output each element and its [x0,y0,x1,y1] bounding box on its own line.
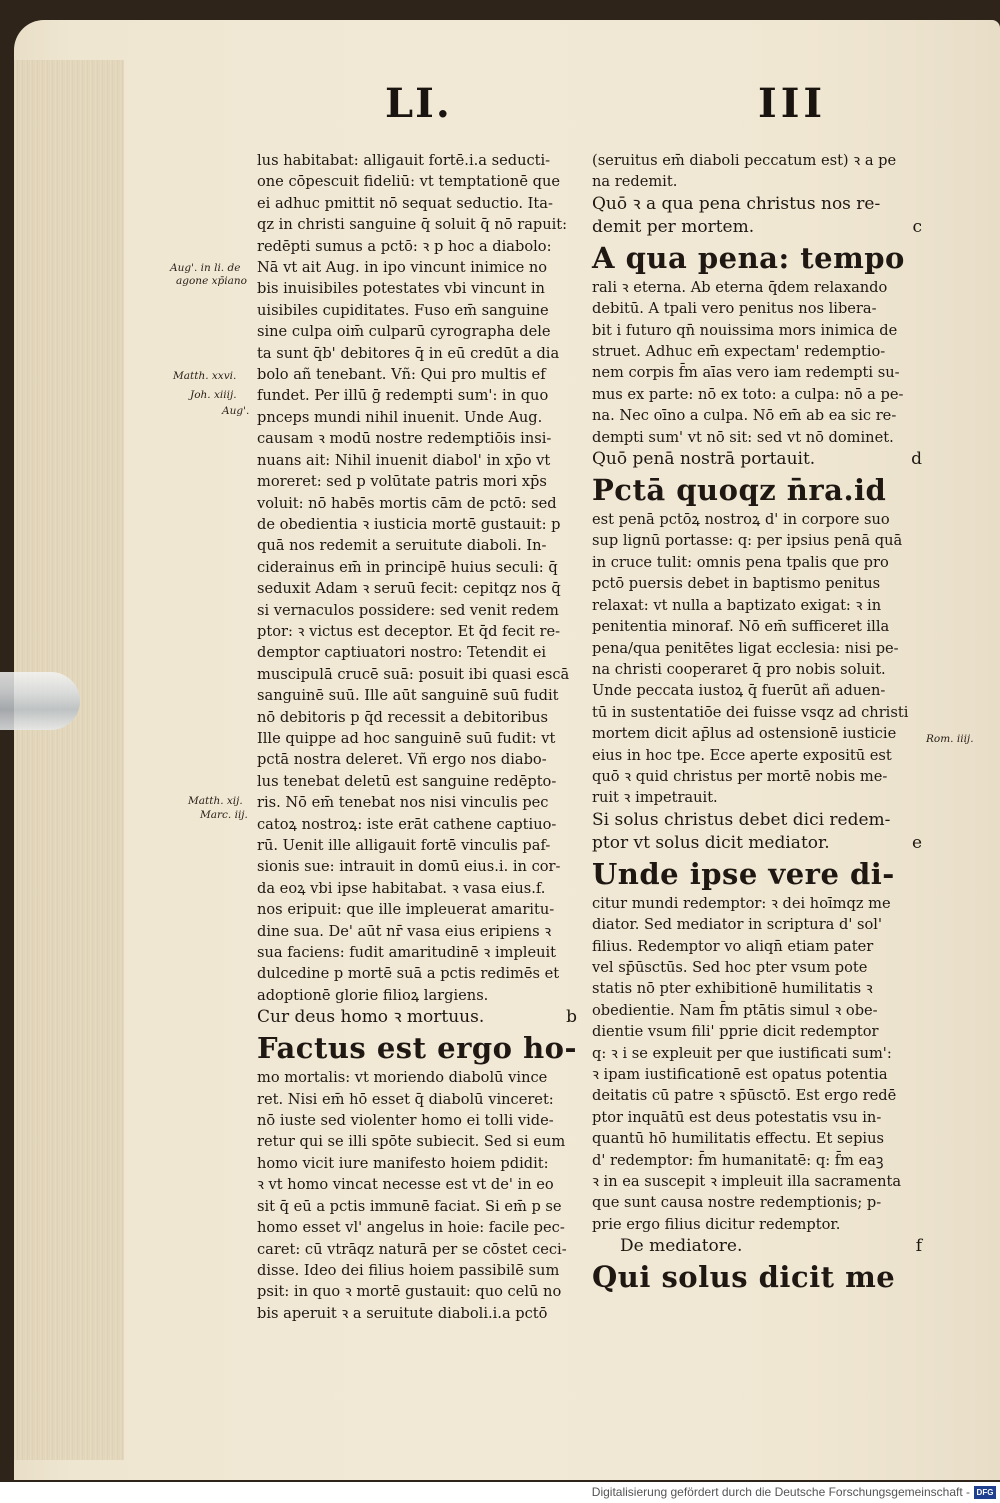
text-line: demptor captiuatori nostro: Tetendit ei [257,644,547,662]
text-line: na. Nec oīno a culpa. Nō em̄ ab ea sic re- [592,407,897,425]
margin-note-rom: Rom. iiij. [926,733,974,745]
text-line: bit i futuro qn̄ nouissima mors inimica de [592,321,898,339]
folio-number-right: III [758,80,827,127]
page-clip [0,672,80,730]
text-line: in cruce tulit: omnis pena tpalis que pro [592,553,889,571]
text-line: q: ꝛ i se expleuit per que iustificati sum': [592,1044,892,1062]
section-letter: d [911,449,922,470]
text-line: nō debitoris p q̄d recessit a debitoribus [257,708,548,726]
text-line: est penā pctōꝝ nostroꝝ d' in corpore suo [592,511,890,529]
text-line: mo mortalis: vt moriendo diabolū vince [257,1069,548,1087]
text-line: nō iuste sed violenter homo ei tolli vide- [257,1112,554,1130]
text-line: de obedientia ꝛ iusticia mortē gustauit: p [257,515,561,533]
text-column-left [257,150,577,1324]
text-line: nos eripuit: que ille impleuerat amaritu- [257,901,555,919]
margin-note-marc: Marc. iij. [200,809,248,821]
section-incipit: A qua pena: tempo [592,240,905,275]
text-line: bolo añ tenebant. Vñ: Qui pro multis ef [257,366,546,384]
text-line: quā nos redemit a seruitute diaboli. In- [257,537,547,555]
text-line: bis aperuit ꝛ a seruitute diaboli.i.a pctō [257,1304,548,1322]
margin-note-joh: Joh. xiiij. [190,389,237,401]
text-line: relaxat: vt nulla a baptizato exigat: ꝛ in [592,596,882,614]
text-line: uisibiles cupiditates. Fuso em̄ sanguine [257,301,549,319]
text-line: eius in hoc tpe. Ecce aperte expositū est [592,746,892,764]
text-line: diator. Sed mediator in scriptura d' sol' [592,916,882,934]
text-line: homo vicit iure manifesto hoiem pdidit: [257,1154,549,1172]
text-line: pctā nostra deleret. Vñ ergo nos diabo- [257,751,547,769]
text-line: homo esset vl' angelus in hoie: facile pec- [257,1219,565,1237]
text-line: Unde peccata iustoꝝ q̄ fuerūt añ aduen- [592,682,886,700]
section-letter: b [566,1007,577,1028]
text-line: dientie vsum fili' pprie dicit redemptor [592,1023,879,1041]
text-line: mus ex parte: nō ex toto: a culpa: nō a pe- [592,385,904,403]
text-line: struet. Adhuc em̄ expectam' redemptio- [592,343,886,361]
text-line: ꝛ in ea suscepit ꝛ impleuit illa sacramenta [592,1173,902,1191]
text-line: one cōpescuit fideliū: vt temptationē que [257,173,560,191]
digitization-footer [0,1482,1000,1503]
section-heading-text: Cur deus homo ꝛ mortuus. [257,1007,485,1028]
text-line: lus habitabat: alligauit fortē.i.a seducti- [257,152,551,169]
text-line: muscipulā crucē suā: posuit ibi quasi escā [257,665,570,683]
text-line: ret. Nisi em̄ hō esset q̄ diabolū vinceret: [257,1090,554,1108]
text-line: (seruitus em̄ diaboli peccatum est) ꝛ a pe [592,152,897,169]
text-line: nuans ait: Nihil inuenit diabol' in xp̄o vt [257,451,551,469]
text-line: ptor: ꝛ victus est deceptor. Et q̄d fecit re- [257,622,561,640]
text-line: Ille quippe ad hoc sanguinē suū fudit: vt [257,729,556,747]
text-line: rali ꝛ eterna. Ab eterna q̄dem relaxando [592,278,888,296]
section-incipit: Pctā quoqz n̄ra.id [592,473,887,508]
text-line: debitū. A tpali vero penitus nos libera- [592,300,877,318]
text-line: moreret: sed p volūtate patris mori xp̄s [257,473,547,491]
text-line: ei adhuc pmittit nō sequat seductio. Ita- [257,194,553,212]
section-heading-text: De mediatore. [620,1236,743,1257]
section-letter: f [915,1236,922,1257]
section-heading-cont [592,216,922,239]
page-edge-stack [14,60,124,1460]
text-column-right [592,150,922,1296]
text-line: catoꝝ nostroꝝ: iste erāt cathene captiuo- [257,815,557,833]
section-heading [592,193,922,216]
section-heading-text: Si solus christus debet dici redem- [592,809,891,830]
section-incipit: Unde ipse vere di- [592,856,895,891]
text-line: si vernaculos possidere: sed venit redem [257,601,559,619]
text-line: disse. Ideo dei filius hoiem passibilē sum [257,1261,560,1279]
text-line: ruit ꝛ impetrauit. [592,789,718,807]
text-line: quō ꝛ quid christus per mortē nobis me- [592,767,888,785]
text-line: redēpti sumus a pctō: ꝛ p hoc a diabolo: [257,237,552,255]
text-line: seduxit Adam ꝛ seruū fecit: cepitqz nos q̄ [257,580,561,598]
text-line: sit q̄ eū a pctis immunē faciat. Si em̄ p se [257,1197,562,1215]
text-line: caret: cū vtrāqz naturā per se cōstet ceci- [257,1240,567,1258]
text-line: qz in christi sanguine q̄ soluit q̄ nō rapuit: [257,216,568,234]
text-line: statis nō pter exhibitionē humilitatis ꝛ [592,980,873,998]
section-letter: c [912,216,922,237]
section-incipit: Factus est ergo ho- [257,1031,578,1066]
text-line: voluit: nō habēs mortis cām de pctō: sed [257,494,557,512]
section-heading [592,1235,922,1258]
text-line: pnceps mundi nihil inuenit. Unde Aug. [257,408,543,426]
text-line: pena/qua penitētes ligat ecclesia: nisi pe- [592,639,899,657]
section-heading-cont [592,832,922,855]
section-incipit: Qui solus dicit me [592,1260,896,1295]
margin-note-matth-2: Matth. xij. [188,795,243,807]
text-line: sup lignū portasse: q: per ipsius penā quā [592,532,903,550]
text-line: ꝛ vt homo vincat necesse est vt de' in eo [257,1176,554,1194]
text-line: penitentia minoraf. Nō em̄ sufficeret illa [592,618,890,636]
text-line: dine sua. De' aūt nr̄ vasa eius eripiens ꝛ [257,922,552,940]
section-heading-text: Quō penā nostrā portauit. [592,449,816,470]
section-heading-text: demit per mortem. [592,216,755,237]
text-line: ꝛ ipam iustificationē est opatus potentia [592,1066,888,1083]
funding-credit: Digitalisierung gefördert durch die Deutsche Forschungsgemeinschaft - [591,1485,970,1499]
text-line: dulcedine p mortē suā a pctis redimēs et [257,965,560,983]
text-line: psit: in quo ꝛ mortē gustauit: quo celū no [257,1283,562,1301]
text-line: da eoꝝ vbi ipse habitabat. ꝛ vasa eius.f. [257,879,546,897]
section-heading [592,448,922,471]
text-line: nem corpis f̄m aīas vero iam redempti su- [592,364,900,382]
text-line: citur mundi redemptor: ꝛ dei hoīmqz me [592,894,891,912]
text-line: prie ergo filius dicitur redemptor. [592,1215,841,1233]
text-line: tū in sustentatiōe dei fuisse vsqz ad christi [592,703,909,721]
text-line: quantū hō humilitatis effectu. Et sepius [592,1130,884,1148]
margin-note-aug-2: Aug'. [222,405,250,417]
text-line: ptor inquātū est deus potestatis vsu in- [592,1108,882,1126]
text-line: sua faciens: fudit amaritudinē ꝛ impleuit [257,944,557,962]
text-line: ris. Nō em̄ tenebat nos nisi vinculis pec [257,794,549,812]
section-heading-text: ptor vt solus dicit mediator. [592,832,830,853]
section-heading [257,1006,577,1029]
text-line: deitatis cū patre ꝛ sp̄ūsctō. Est ergo redē [592,1087,897,1105]
text-line: ciderainus em̄ in principē huius seculi: q̄ [257,558,558,576]
text-line: sine culpa oim̄ culparū cyrographa dele [257,323,551,341]
text-line: na christi cooperaret q̄ pro nobis soluit. [592,660,886,678]
text-line: vel sp̄ūsctūs. Sed hoc pter vsum pote [592,958,868,976]
text-line: retur qui se illi spōte subiecit. Sed si eum [257,1133,566,1151]
margin-note-matth: Matth. xxvi. [173,370,237,382]
text-line: obedientie. Nam f̄m ptātis simul ꝛ obe- [592,1001,878,1019]
text-line: na redemit. [592,173,678,191]
text-line: pctō puersis debet in baptismo penitus [592,575,881,593]
text-line: sanguinē suū. Ille aūt sanguinē suū fudit [257,687,559,705]
text-line: d' redemptor: f̄m humanitatē: q: f̄m eaꝫ [592,1151,884,1169]
text-line: causam ꝛ modū nostre redemptiōis insi- [257,430,552,448]
text-line: filius. Redemptor vo aliqn̄ etiam pater [592,937,874,955]
text-line: sionis sue: intrauit in domū eius.i. in cor- [257,858,561,876]
text-line: lus tenebat deletū est sanguine redēpto- [257,772,557,790]
text-line: que sunt causa nostre redemptionis; p- [592,1194,882,1212]
margin-note-aug: Aug'. in li. de [170,262,241,274]
margin-note-agone: agone xp̄iano [176,275,247,287]
folio-number-left: LI. [385,80,452,127]
text-line: ta sunt q̄b' debitores q̄ in eū credūt a dia [257,344,560,362]
dfg-logo-icon: DFG [974,1486,996,1499]
text-line: Nā vt ait Aug. in ipo vincunt inimice no [257,259,548,277]
section-heading-text: Quō ꝛ a qua pena christus nos re- [592,193,881,214]
text-line: mortem dicit ap̄lus ad ostensionē iusticie [592,725,897,743]
section-heading [592,809,922,832]
section-letter: e [911,832,922,853]
text-line: dempti sum' vt nō sit: sed vt nō dominet. [592,428,894,446]
text-line: fundet. Per illū ḡ redempti sum': in quo [257,387,549,405]
text-line: adoptionē glorie filioꝝ largiens. [257,986,489,1004]
text-line: rū. Uenit ille alligauit fortē vinculis paf- [257,837,551,854]
text-line: bis inuisibiles potestates vbi vincunt in [257,280,545,298]
